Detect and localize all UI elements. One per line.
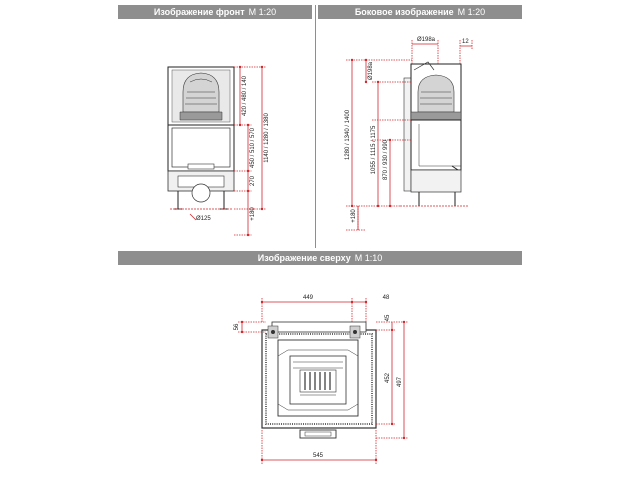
top-dim-depth-total: 497 bbox=[397, 376, 403, 388]
top-dim-right-small: 45 bbox=[385, 314, 391, 322]
front-dim-base: 270 bbox=[250, 175, 256, 187]
front-view-title: Изображение фронт bbox=[153, 7, 245, 17]
side-dim-total: 1280 / 1340 / 1400 bbox=[345, 109, 351, 161]
front-dim-legs: +180 bbox=[250, 207, 256, 221]
side-dim-mid: 1055 / 1115 / 1175 bbox=[371, 125, 377, 175]
top-dim-width-total: 545 bbox=[312, 453, 324, 459]
front-dim-upper: 420 / 480 / 140 bbox=[242, 75, 248, 117]
flue-circle bbox=[192, 184, 210, 202]
top-view-drawing bbox=[234, 295, 408, 464]
side-dim-legs: +180 bbox=[351, 209, 357, 223]
top-dim-right-offset: 48 bbox=[382, 295, 390, 301]
side-dim-offset: 12 bbox=[462, 39, 469, 45]
front-view-scale: M 1:20 bbox=[248, 7, 277, 17]
top-view-scale: M 1:10 bbox=[354, 253, 383, 263]
top-dim-width-inner: 449 bbox=[302, 295, 314, 301]
front-dim-total: 1140 / 1280 / 1380 bbox=[264, 113, 270, 163]
front-dim-middle: 450 / 510 / 570 bbox=[250, 127, 256, 169]
top-view-title: Изображение сверху bbox=[257, 253, 351, 263]
side-view-drawing bbox=[345, 37, 472, 230]
top-dim-left-small: 56 bbox=[234, 323, 240, 331]
side-dim-flue-left: Ø198a bbox=[368, 61, 374, 81]
side-dim-door: 870 / 930 / 990 bbox=[383, 139, 389, 181]
front-view-drawing bbox=[168, 66, 270, 236]
side-view-scale: M 1:20 bbox=[457, 7, 486, 17]
side-firebox bbox=[411, 120, 461, 170]
side-dim-flue-top: Ø198a bbox=[417, 37, 436, 43]
top-dim-depth-inner: 452 bbox=[385, 372, 391, 384]
side-view-title: Боковое изображение bbox=[354, 7, 454, 17]
front-dim-flue: Ø125 bbox=[196, 216, 211, 222]
